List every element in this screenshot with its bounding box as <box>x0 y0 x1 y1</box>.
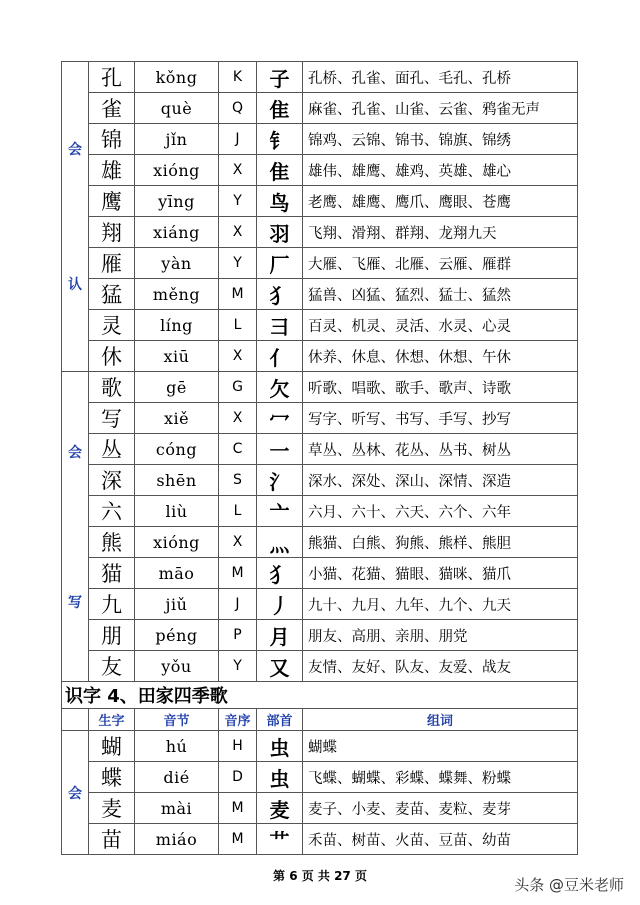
character-cell: 友 <box>89 651 135 682</box>
order-letter-cell: K <box>219 62 257 93</box>
order-letter-cell: M <box>219 824 257 855</box>
table-row <box>62 155 578 186</box>
pinyin-cell: yīng <box>135 186 219 217</box>
table-row <box>62 341 578 372</box>
pinyin-cell: líng <box>135 310 219 341</box>
radical-cell: 犭 <box>257 558 303 589</box>
header-order: 音序 <box>219 709 257 731</box>
category-char: 会 <box>68 444 82 461</box>
table-row <box>62 651 578 682</box>
character-cell: 猛 <box>89 279 135 310</box>
order-letter-cell: P <box>219 620 257 651</box>
words-cell: 小猫、花猫、猫眼、猫咪、猫爪 <box>303 558 578 589</box>
words-cell: 写字、听写、书写、手写、抄写 <box>303 403 578 434</box>
order-letter-cell: X <box>219 403 257 434</box>
radical-cell: 钅 <box>257 124 303 155</box>
words-cell: 朋友、高朋、亲朋、朋党 <box>303 620 578 651</box>
words-cell: 禾苗、树苗、火苗、豆苗、幼苗 <box>303 824 578 855</box>
category-char: 会 <box>68 785 82 802</box>
radical-cell: 灬 <box>257 527 303 558</box>
table-row <box>62 558 578 589</box>
table-row <box>62 496 578 527</box>
order-letter-cell: S <box>219 465 257 496</box>
radical-cell: 冖 <box>257 403 303 434</box>
watermark-text: 头条 @豆米老师 <box>514 876 624 894</box>
header-pinyin: 音节 <box>135 709 219 731</box>
category-char: 会 <box>68 142 82 158</box>
pinyin-cell: liù <box>135 496 219 527</box>
table-row <box>62 186 578 217</box>
lesson-title: 识字 4、田家四季歌 <box>62 682 578 709</box>
pinyin-cell: gē <box>135 372 219 403</box>
character-cell: 歌 <box>89 372 135 403</box>
table-row <box>62 124 578 155</box>
table-row <box>62 527 578 558</box>
words-cell: 深水、深处、深山、深情、深造 <box>303 465 578 496</box>
character-cell: 翔 <box>89 217 135 248</box>
table-row <box>62 403 578 434</box>
pinyin-cell: xiū <box>135 341 219 372</box>
table-row <box>62 824 578 855</box>
character-cell: 蝶 <box>89 762 135 793</box>
character-cell: 六 <box>89 496 135 527</box>
order-letter-cell: H <box>219 731 257 762</box>
order-letter-cell: G <box>219 372 257 403</box>
order-letter-cell: X <box>219 527 257 558</box>
character-cell: 锦 <box>89 124 135 155</box>
words-cell: 麦子、小麦、麦苗、麦粒、麦芽 <box>303 793 578 824</box>
pinyin-cell: jiǔ <box>135 589 219 620</box>
radical-cell: 犭 <box>257 279 303 310</box>
radical-cell: 隹 <box>257 155 303 186</box>
category-label <box>62 82 88 352</box>
words-cell: 飞蝶、蝴蝶、彩蝶、蝶舞、粉蝶 <box>303 762 578 793</box>
words-cell: 蝴蝶 <box>303 731 578 762</box>
table-row <box>62 217 578 248</box>
character-cell: 休 <box>89 341 135 372</box>
pinyin-cell: xióng <box>135 155 219 186</box>
radical-cell: 虫 <box>257 731 303 762</box>
order-letter-cell: X <box>219 217 257 248</box>
category-label <box>62 733 88 853</box>
pinyin-cell: què <box>135 93 219 124</box>
vocabulary-table <box>61 61 578 855</box>
character-cell: 麦 <box>89 793 135 824</box>
pinyin-cell: péng <box>135 620 219 651</box>
radical-cell: 鸟 <box>257 186 303 217</box>
header-radical: 部首 <box>257 709 303 731</box>
order-letter-cell: D <box>219 762 257 793</box>
category-label <box>62 377 88 677</box>
table-row <box>62 62 578 93</box>
words-cell: 草丛、丛林、花丛、丛书、树丛 <box>303 434 578 465</box>
order-letter-cell: Y <box>219 651 257 682</box>
category-cell <box>62 62 89 372</box>
words-cell: 听歌、唱歌、歌手、歌声、诗歌 <box>303 372 578 403</box>
pinyin-cell: dié <box>135 762 219 793</box>
words-cell: 麻雀、孔雀、山雀、云雀、鸦雀无声 <box>303 93 578 124</box>
pinyin-cell: xióng <box>135 527 219 558</box>
category-cell <box>62 731 89 855</box>
character-cell: 蝴 <box>89 731 135 762</box>
table-row <box>62 465 578 496</box>
character-cell: 猫 <box>89 558 135 589</box>
pinyin-cell: yǒu <box>135 651 219 682</box>
radical-cell: 隹 <box>257 93 303 124</box>
pinyin-cell: yàn <box>135 248 219 279</box>
page-number: 第 6 页 共 27 页 <box>273 869 367 883</box>
order-letter-cell: L <box>219 310 257 341</box>
category-char: 认 <box>68 277 82 293</box>
words-cell: 百灵、机灵、灵活、水灵、心灵 <box>303 310 578 341</box>
pinyin-cell: cóng <box>135 434 219 465</box>
words-cell: 熊猫、白熊、狗熊、熊样、熊胆 <box>303 527 578 558</box>
order-letter-cell: J <box>219 589 257 620</box>
words-cell: 大雁、飞雁、北雁、云雁、雁群 <box>303 248 578 279</box>
words-cell: 孔桥、孔雀、面孔、毛孔、孔桥 <box>303 62 578 93</box>
radical-cell: 氵 <box>257 465 303 496</box>
order-letter-cell: C <box>219 434 257 465</box>
table-row <box>62 793 578 824</box>
pinyin-cell: jǐn <box>135 124 219 155</box>
pinyin-cell: mài <box>135 793 219 824</box>
order-letter-cell: Y <box>219 186 257 217</box>
radical-cell: 亠 <box>257 496 303 527</box>
character-cell: 丛 <box>89 434 135 465</box>
pinyin-cell: shēn <box>135 465 219 496</box>
order-letter-cell: J <box>219 124 257 155</box>
radical-cell: 麦 <box>257 793 303 824</box>
order-letter-cell: X <box>219 155 257 186</box>
words-cell: 友情、友好、队友、友爱、战友 <box>303 651 578 682</box>
character-cell: 九 <box>89 589 135 620</box>
character-cell: 苗 <box>89 824 135 855</box>
table-row <box>62 310 578 341</box>
character-cell: 朋 <box>89 620 135 651</box>
order-letter-cell: L <box>219 496 257 527</box>
words-cell: 休养、休息、休想、休想、午休 <box>303 341 578 372</box>
character-cell: 孔 <box>89 62 135 93</box>
character-cell: 雀 <box>89 93 135 124</box>
order-letter-cell: M <box>219 558 257 589</box>
radical-cell: 丿 <box>257 589 303 620</box>
radical-cell: 又 <box>257 651 303 682</box>
pinyin-cell: xiě <box>135 403 219 434</box>
words-cell: 飞翔、滑翔、群翔、龙翔九天 <box>303 217 578 248</box>
order-letter-cell: Y <box>219 248 257 279</box>
character-cell: 灵 <box>89 310 135 341</box>
table-row <box>62 589 578 620</box>
pinyin-cell: miáo <box>135 824 219 855</box>
header-empty <box>62 709 89 731</box>
radical-cell: 月 <box>257 620 303 651</box>
order-letter-cell: X <box>219 341 257 372</box>
character-cell: 雁 <box>89 248 135 279</box>
radical-cell: 亻 <box>257 341 303 372</box>
radical-cell: 彐 <box>257 310 303 341</box>
radical-cell: 艹 <box>257 824 303 855</box>
table-row <box>62 372 578 403</box>
pinyin-cell: hú <box>135 731 219 762</box>
radical-cell: 厂 <box>257 248 303 279</box>
table-row <box>62 762 578 793</box>
table-row <box>62 279 578 310</box>
order-letter-cell: M <box>219 793 257 824</box>
character-cell: 熊 <box>89 527 135 558</box>
character-cell: 写 <box>89 403 135 434</box>
table-row <box>62 93 578 124</box>
order-letter-cell: M <box>219 279 257 310</box>
pinyin-cell: kǒng <box>135 62 219 93</box>
order-letter-cell: Q <box>219 93 257 124</box>
radical-cell: 子 <box>257 62 303 93</box>
words-cell: 锦鸡、云锦、锦书、锦旗、锦绣 <box>303 124 578 155</box>
header-row <box>62 709 578 731</box>
words-cell: 老鹰、雄鹰、鹰爪、鹰眼、苍鹰 <box>303 186 578 217</box>
pinyin-cell: māo <box>135 558 219 589</box>
table-row <box>62 620 578 651</box>
pinyin-cell: xiáng <box>135 217 219 248</box>
table-row <box>62 731 578 762</box>
words-cell: 九十、九月、九年、九个、九天 <box>303 589 578 620</box>
pinyin-cell: měng <box>135 279 219 310</box>
header-words: 组词 <box>303 709 578 731</box>
character-cell: 鹰 <box>89 186 135 217</box>
words-cell: 六月、六十、六天、六个、六年 <box>303 496 578 527</box>
category-cell <box>62 372 89 682</box>
words-cell: 猛兽、凶猛、猛烈、猛士、猛然 <box>303 279 578 310</box>
radical-cell: 欠 <box>257 372 303 403</box>
radical-cell: 羽 <box>257 217 303 248</box>
words-cell: 雄伟、雄鹰、雄鸡、英雄、雄心 <box>303 155 578 186</box>
header-char: 生字 <box>89 709 135 731</box>
table-row <box>62 248 578 279</box>
character-cell: 雄 <box>89 155 135 186</box>
category-char: 写 <box>68 594 82 611</box>
character-cell: 深 <box>89 465 135 496</box>
table-row <box>62 434 578 465</box>
radical-cell: 一 <box>257 434 303 465</box>
lesson-title-row <box>62 682 578 709</box>
radical-cell: 虫 <box>257 762 303 793</box>
